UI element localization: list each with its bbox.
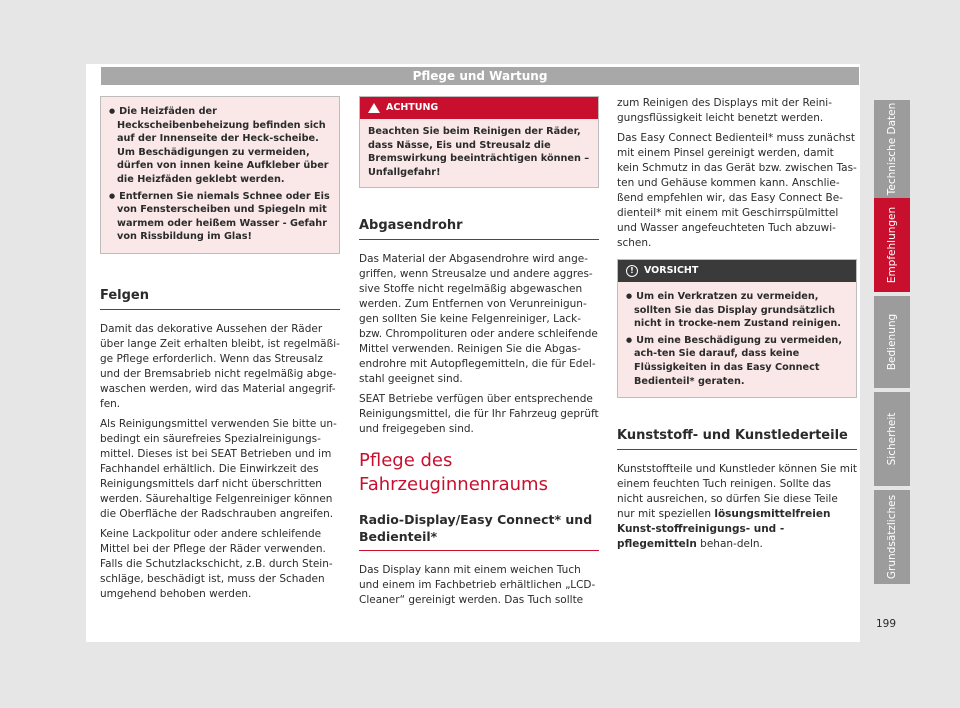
notice-box — [100, 96, 340, 254]
tab-bedienung[interactable] — [874, 296, 910, 388]
paragraph: SEAT Betriebe verfügen über entsprechende Reinigungsmittel, die für Ihr Fahrzeug geprüft und freigegeben sind. — [359, 393, 599, 436]
tab-label: Empfehlungen — [886, 206, 898, 284]
warning-box — [359, 96, 599, 188]
tab-technische-daten[interactable] — [874, 100, 910, 198]
warning-triangle-icon — [368, 103, 380, 113]
tab-label: Sicherheit — [886, 412, 898, 466]
text-run: behan-deln. — [696, 538, 763, 551]
caution-item: ● Um ein Verkratzen zu vermeiden, sollten Sie das Display grundsätzlich nicht in trocke-nem Zustand reinigen. — [626, 290, 848, 331]
column-1 — [100, 96, 340, 607]
paragraph: Keine Lackpolitur oder andere schleifende Mittel bei der Pflege der Räder verwenden. Falls die Schutzlackschicht, z.B. durch Stein-schläge, beschädigt ist, muss der Schaden umgehend behoben werden. — [100, 527, 333, 600]
bold-text: lösungsmittelfreien Kunst-stoffreinigungs- und -pflegemitteln — [617, 508, 831, 551]
notice-item: ● Die Heizfäden der Heckscheibenbeheizung befinden sich auf der Innenseite der Heck-scheibe. Um Beschädigungen zu vermeiden, dürfen von innen keine Aufkleber über die Heizfäden geklebt werden. — [109, 105, 331, 187]
section-heading-abgasendrohr: Abgasendrohr — [359, 216, 599, 240]
paragraph: Damit das dekorative Aussehen der Räder über lange Zeit erhalten bleibt, ist regelmäßi-ge Pflege erforderlich. Wenn das Streusalz und der Bremsabrieb nicht regelmäßig abge-waschen werden, wird das Material angegrif-fen. — [100, 322, 340, 410]
paragraph: zum Reinigen des Displays mit der Reini-gungsflüssigkeit leicht benetzt werden. — [617, 97, 833, 124]
caution-item: ● Um eine Beschädigung zu vermeiden, ach-ten Sie darauf, dass keine Flüssigkeiten in das Easy Connect Bedienteil* geraten. — [626, 334, 848, 388]
tab-label: Grundsätzliches — [886, 494, 898, 580]
section-heading-kunststoff: Kunststoff- und Kunstlederteile — [617, 426, 857, 450]
chapter-heading: Pflege des Fahrzeuginnenraums — [359, 450, 548, 496]
warning-header — [360, 97, 598, 119]
caution-body — [618, 282, 856, 397]
paragraph: Das Easy Connect Bedienteil* muss zunächst mit einem Pinsel gereinigt werden, damit kein Schmutz in das Gerät bzw. zwischen Tas-ten und Gehäuse kommen kann. Anschlie-ßend empfehlen wir, das Easy Connect Be-dienteil* mit einem mit Geschirrspülmittel und Wasser angefeuchteten Tuch abzuwi-schen. — [617, 132, 857, 249]
exclamation-circle-icon: ! — [626, 265, 638, 277]
paragraph: Das Material der Abgasendrohre wird ange-griffen, wenn Streusalze und andere aggres-sive Stoffe nicht regelmäßig abgewaschen werden. Zum Entfernen von Verunreinigun-gen sollten Sie keine Felgenreiniger, Lack- bzw. Chrompolituren oder andere schleifende Mittel verwenden. Reinigen Sie die Abgas-endrohre mit Autopflegemitteln, die für Edel-stahl geeignet sind. — [359, 253, 598, 386]
paragraph — [617, 462, 857, 552]
column-2 — [359, 96, 599, 613]
paragraph: Als Reinigungsmittel verwenden Sie bitte un-bedingt ein säurefreies Spezialreinigungs-mittel. Dieses ist bei SEAT Betrieben und im Fachhandel erhältlich. Die Einwirkzeit des Reinigungsmittels darf nicht überschritten werden. Säurehaltige Felgenreiniger können die Oberfläche der Radschrauben angreifen. — [100, 417, 337, 520]
tab-grundsaetzliches[interactable] — [874, 490, 910, 584]
warning-text: Beachten Sie beim Reinigen der Räder, dass Nässe, Eis und Streusalz die Bremswirkung beeinträchtigen können – Unfallgefahr! — [368, 126, 590, 178]
subsection-heading: Radio-Display/Easy Connect* und Bedienteil* — [359, 511, 599, 551]
caution-title: VORSICHT — [644, 265, 699, 276]
section-heading-felgen: Felgen — [100, 286, 340, 310]
page-header: Pflege und Wartung — [101, 67, 859, 85]
tab-empfehlungen[interactable] — [874, 198, 910, 292]
paragraph: Das Display kann mit einem weichen Tuch und einem im Fachbetrieb erhältlichen „LCD-Cleaner“ gereinigt werden. Das Tuch sollte — [359, 564, 596, 607]
caution-box — [617, 259, 857, 398]
text-run: Kunststoffteile und Kunstleder können Sie mit einem feuchten Tuch reinigen. Sollte das nicht ausreichen, so dürfen Sie diese Teile nur mit speziellen — [617, 463, 857, 521]
notice-item: ● Entfernen Sie niemals Schnee oder Eis von Fensterscheiben und Spiegeln mit warmem oder heißem Wasser - Gefahr von Rissbildung im Glas! — [109, 190, 331, 244]
caution-header — [618, 260, 856, 282]
page-number: 199 — [876, 618, 897, 630]
warning-title: ACHTUNG — [386, 102, 439, 113]
tab-label: Bedienung — [886, 313, 898, 371]
tab-sicherheit[interactable] — [874, 392, 910, 486]
tab-label: Technische Daten — [886, 102, 898, 196]
column-3 — [617, 96, 857, 557]
